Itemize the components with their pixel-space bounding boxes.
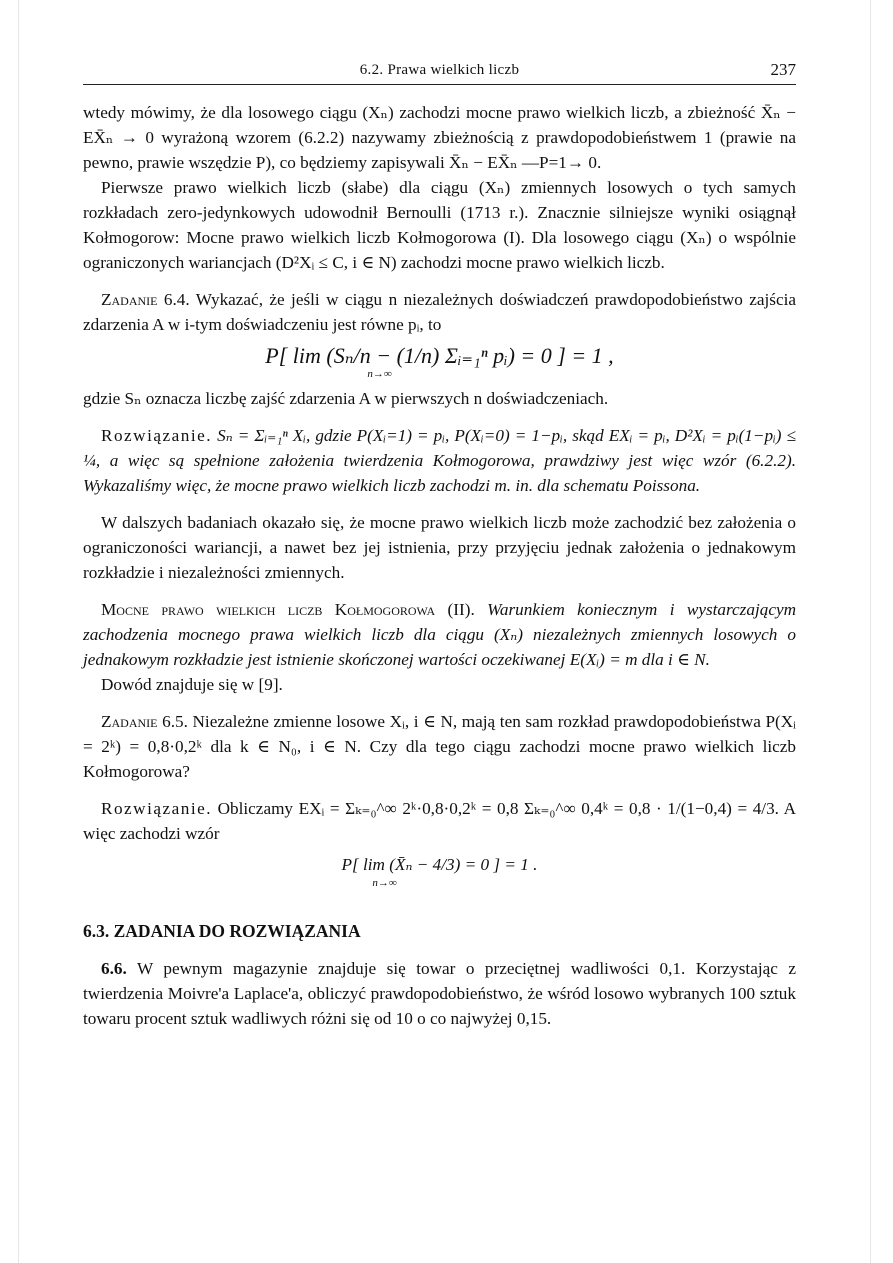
solution-6-4-text: Sₙ = Σᵢ₌₁ⁿ Xᵢ, gdzie P(Xᵢ=1) = pᵢ, P(Xᵢ=0) = 1−pᵢ, skąd EXᵢ = pᵢ, D²Xᵢ = pᵢ(1−pᵢ) ≤ ¼, a więc są spełnione założenia twierdzenia Kołmogorowa, prawdziwy jest więc wzór (6.2.2). Wykazaliśmy więc, że mocne prawo wielkich liczb zachodzi m. in. dla schematu Poissona. (83, 426, 796, 495)
paragraph-further-research: W dalszych badaniach okazało się, że mocne prawo wielkich liczb może zachodzić bez założenia o ograniczoności wariancji, a nawet bez jej istnienia, przy przyjęciu jednak założenia o jednakowym rozkładzie i niezależności zmiennych. (83, 513, 796, 582)
page-edge-right (870, 0, 871, 1263)
task-6-6-label: 6.6. (101, 959, 127, 978)
solution-6-4-label: Rozwiązanie. (101, 426, 213, 445)
theorem-kolmogorov-2-label: Mocne prawo wielkich liczb Kołmogorowa (II). (101, 600, 475, 619)
formula-limit-sn (83, 343, 796, 380)
paragraph-strong-law-definition: wtedy mówimy, że dla losowego ciągu (Xₙ) zachodzi mocne prawo wielkich liczb, a zbieżność X̄ₙ − EX̄ₙ → 0 wyrażoną wzorem (6.2.2) nazywamy zbieżnością z prawdopodobieństwem 1 (prawie na pewno, prawie wszędzie P), co będziemy zapisywali X̄ₙ − EX̄ₙ —P=1→ 0. (83, 103, 796, 172)
section-title: 6.3. ZADANIA DO ROZWIĄZANIA (83, 921, 361, 941)
task-6-5-text: Niezależne zmienne losowe Xᵢ, i ∈ N, mają ten sam rozkład prawdopodobieństwa P(Xᵢ = 2ᵏ) = 0,8·0,2ᵏ dla k ∈ N₀, i ∈ N. Czy dla tego ciągu zachodzi mocne prawo wielkich liczb Kołmogorowa? (83, 712, 796, 781)
solution-6-5 (83, 796, 796, 846)
paragraph-bernoulli-kolmogorov: Pierwsze prawo wielkich liczb (słabe) dla ciągu (Xₙ) zmiennych losowych o tych samych rozkładach zero-jedynkowych udowodnił Bernoulli (1713 r.). Znacznie silniejsze wyniki osiągnął Kołmogorow: Mocne prawo wielkich liczb Kołmogorowa (I). Dla losowego ciągu (Xₙ) o wspólnie ograniczonych wariancjach (D²Xᵢ ≤ C, i ∈ N) zachodzi mocne prawo wielkich liczb. (83, 178, 796, 272)
formula-limit-sn-body: P[ lim (Sₙ/n − (1/n) Σᵢ₌₁ⁿ pᵢ) = 0 ] = 1 , (265, 343, 614, 368)
theorem-kolmogorov-2 (83, 597, 796, 672)
page-number: 237 (770, 60, 796, 79)
task-6-5 (83, 709, 796, 784)
task-6-5-label: Zadanie 6.5. (101, 712, 188, 731)
task-6-6 (83, 956, 796, 1031)
theorem-kolmogorov-2-text: Warunkiem koniecznym i wystarczającym zachodzenia mocnego prawa wielkich liczb dla ciągu (Xₙ) niezależnych zmiennych losowych o jednakowym rozkładzie jest istnienie skończonej wartości oczekiwanej E(Xᵢ) = m dla i ∈ N. (83, 600, 797, 669)
paragraph-sn-definition: gdzie Sₙ oznacza liczbę zajść zdarzenia A w pierwszych n doświadczeniach. (83, 389, 609, 408)
page-edge-left (18, 0, 19, 1263)
solution-6-5-label: Rozwiązanie. (101, 799, 213, 818)
running-header (83, 60, 796, 85)
formula-limit-xbar-body: P[ lim (X̄ₙ − 4/3) = 0 ] = 1 . (341, 855, 538, 874)
task-6-4 (83, 287, 796, 337)
solution-6-4 (83, 423, 796, 498)
formula-limit-sn-sub: n→∞ (367, 368, 392, 380)
formula-limit-xbar (83, 852, 796, 889)
solution-6-5-text: Obliczamy EXᵢ = Σₖ₌₀^∞ 2ᵏ·0,8·0,2ᵏ = 0,8 Σₖ₌₀^∞ 0,4ᵏ = 0,8 · 1/(1−0,4) = 4/3. A więc zachodzi wzór (83, 799, 796, 843)
task-6-6-text: W pewnym magazynie znajduje się towar o przeciętnej wadliwości 0,1. Korzystając z twierdzenia Moivre'a Laplace'a, obliczyć prawdopodobieństwo, że wśród losowo wybranych 100 sztuk towaru procent sztuk wadliwych różni się od 10 o co najwyżej 0,15. (83, 959, 796, 1028)
task-6-4-label: Zadanie 6.4. (101, 290, 190, 309)
task-6-4-text: Wykazać, że jeśli w ciągu n niezależnych doświadczeń prawdopodobieństwo zajścia zdarzenia A w i-tym doświadczeniu jest równe pᵢ, to (83, 290, 796, 334)
running-title: 6.2. Prawa wielkich liczb (359, 62, 520, 78)
proof-reference: Dowód znajduje się w [9]. (101, 675, 283, 694)
formula-limit-xbar-sub: n→∞ (372, 877, 397, 889)
page-body (83, 100, 796, 1031)
